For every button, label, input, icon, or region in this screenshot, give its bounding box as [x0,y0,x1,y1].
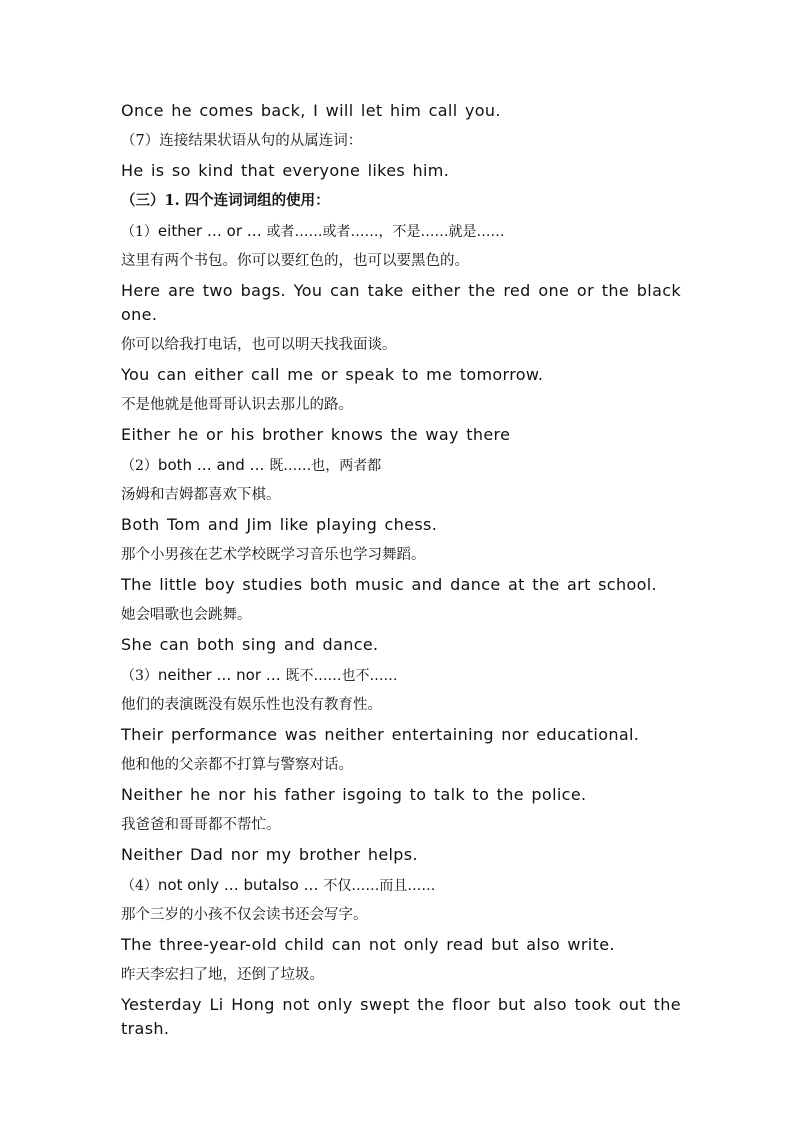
chinese-sentence: 不是他就是他哥哥认识去那儿的路。 [121,397,353,413]
item-meaning: 既不……也不…… [285,668,398,684]
english-sentence: The three-year-old child can not only read but also write. [121,935,615,954]
chinese-sentence: 我爸爸和哥哥都不帮忙。 [121,817,281,833]
chinese-sentence: 他和他的父亲都不打算与警察对话。 [121,757,353,773]
item-meaning: 或者……或者……，不是……就是…… [266,224,505,240]
item-number: （1） [121,224,158,240]
english-sentence: Once he comes back, I will let him call you. [121,101,501,120]
conjunction-item [121,450,681,480]
english-sentence: She can both sing and dance. [121,635,379,654]
chinese-sentence: 那个小男孩在艺术学校既学习音乐也学习舞蹈。 [121,547,426,563]
english-sentence: He is so kind that everyone likes him. [121,161,450,180]
chinese-sentence: 你可以给我打电话，也可以明天找我面谈。 [121,337,397,353]
item-phrase: either … or … [157,222,267,240]
item-phrase: neither … nor … [157,666,286,684]
english-sentence: Their performance was neither entertaining nor educational. [121,725,640,744]
chinese-sentence: 那个三岁的小孩不仅会读书还会写字。 [121,907,368,923]
item-meaning: 既……也，两者都 [269,458,382,474]
conjunction-item [121,216,681,246]
heading-prefix: （三） [121,192,165,209]
heading-text: 1. 四个连词词组的使用： [164,192,330,209]
english-sentence: Either he or his brother knows the way there [121,425,511,444]
english-sentence: Neither he nor his father isgoing to talk to the police. [121,785,587,804]
item-number: （4） [121,878,158,894]
english-sentence: You can either call me or speak to me tomorrow. [121,365,544,384]
item-phrase: not only … butalso … [157,876,324,894]
chinese-sentence: 汤姆和吉姆都喜欢下棋。 [121,487,281,503]
document-page [121,96,681,1044]
item-number: （3） [121,668,158,684]
english-sentence: Yesterday Li Hong not only swept the floor but also took out the trash. [121,995,681,1038]
chinese-sentence: 昨天李宏扫了地，还倒了垃圾。 [121,967,324,983]
section-heading [121,186,681,216]
item-phrase: both … and … [157,456,270,474]
english-sentence: Both Tom and Jim like playing chess. [121,515,438,534]
chinese-sentence: 她会唱歌也会跳舞。 [121,607,252,623]
conjunction-item [121,660,681,690]
item-number: （2） [121,458,158,474]
conjunction-item [121,870,681,900]
english-sentence: Neither Dad nor my brother helps. [121,845,418,864]
english-sentence: Here are two bags. You can take either the red one or the black one. [121,281,681,324]
section-title: （7）连接结果状语从句的从属连词： [121,133,363,149]
english-sentence: The little boy studies both music and dance at the art school. [121,575,657,594]
chinese-sentence: 这里有两个书包。你可以要红色的，也可以要黑色的。 [121,253,469,269]
chinese-sentence: 他们的表演既没有娱乐性也没有教育性。 [121,697,382,713]
item-meaning: 不仅……而且…… [323,878,436,894]
